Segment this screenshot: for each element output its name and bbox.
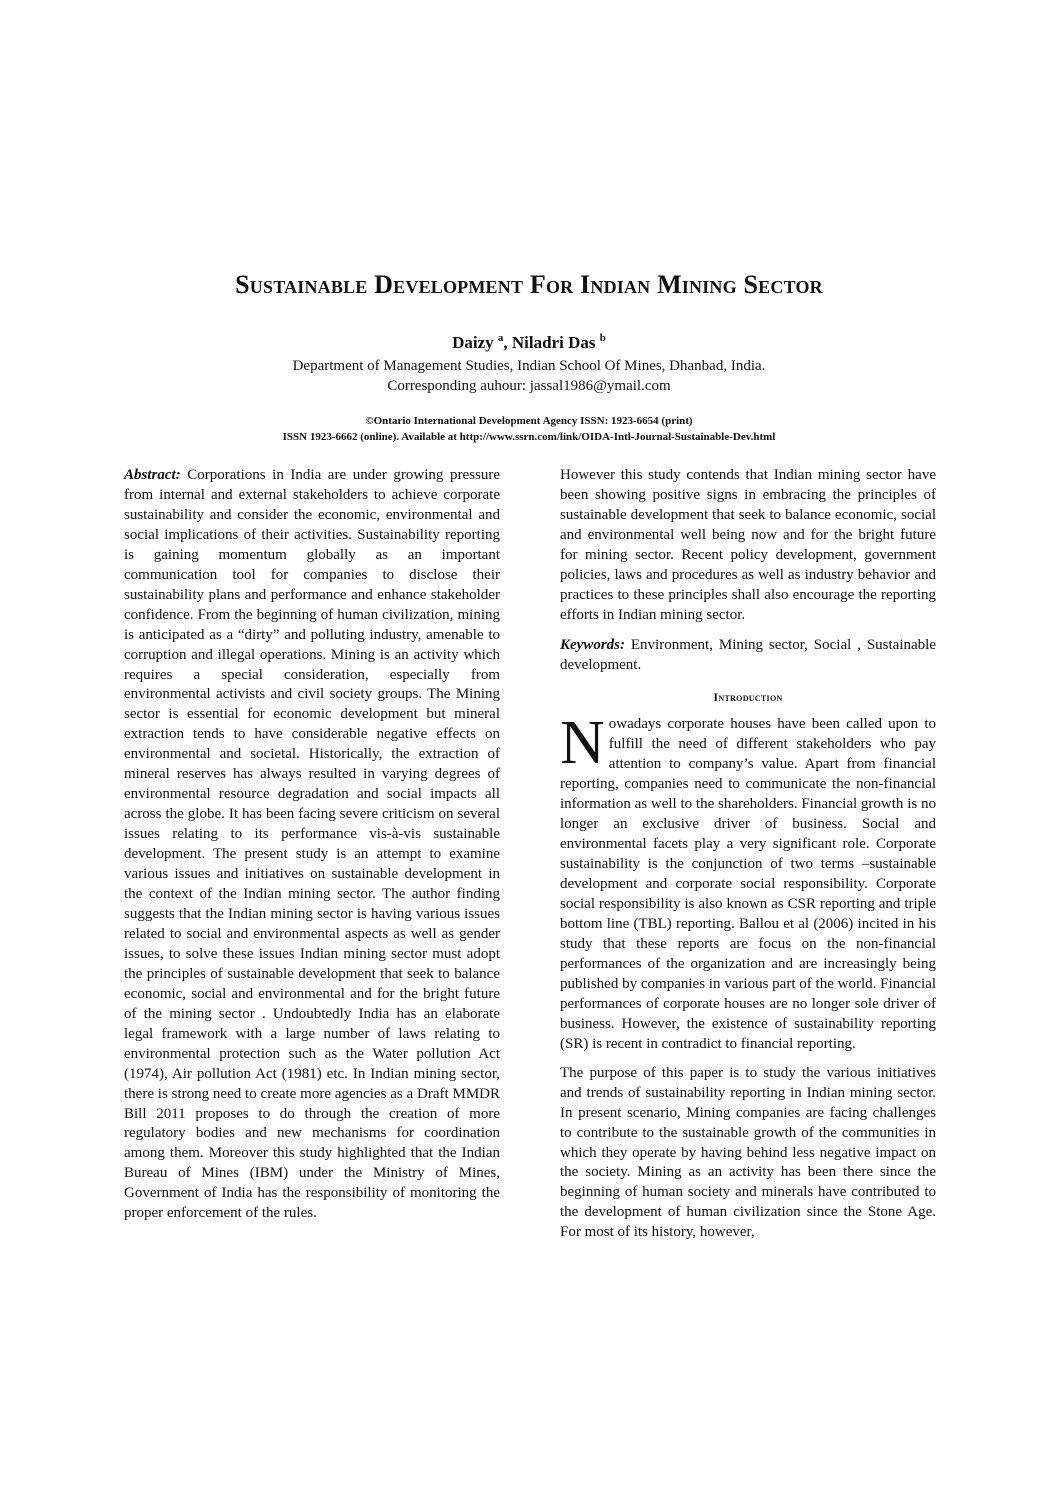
author-name: Niladri Das <box>511 333 596 352</box>
copyright-notice <box>0 413 1058 445</box>
intro-paragraph-text: owadays corporate houses have been called upon to fulfill the need of different stakeholders who pay attention to company’s value. Apart from financial reporting, companies need to communicate the non-financial information as well to the shareholders. Financial growth is no longer an exclusive driver of business. Social and environmental facets play a very significant role. Corporate sustainability is the conjunction of two terms –sustainable development and corporate social responsibility. Corporate social responsibility is also known as CSR reporting and triple bottom line (TBL) reporting. Ballou et al (2006) incited in his study that these reports are focus on the non-financial performances of the organization and are increasingly being published by companies in various part of the world. Financial performances of corporate houses are no longer sole driver of business. However, the existence of sustainability reporting (SR) is recent in contradict to financial reporting. <box>560 716 936 1052</box>
abstract-label: Abstract: <box>124 467 181 483</box>
paper-title: Sustainable Development For Indian Mining Sector <box>235 270 823 299</box>
author-separator: , <box>503 333 512 352</box>
intro-paragraph <box>560 709 936 1054</box>
affiliation: Department of Management Studies, Indian School Of Mines, Dhanbad, India. <box>292 358 766 374</box>
right-column <box>560 466 936 1243</box>
keywords-text: Environment, Mining sector, Social , Sustainable development. <box>560 636 936 673</box>
copyright-line: ©Ontario International Development Agency ISSN: 1923-6654 (print) <box>365 415 693 427</box>
author-affiliation-mark: b <box>599 332 606 344</box>
author-name: Daizy <box>452 333 494 352</box>
drop-cap: N <box>560 709 605 778</box>
keywords-paragraph <box>560 636 936 676</box>
keywords-label: Keywords: <box>560 636 625 653</box>
author-affiliation-mark: a <box>497 332 504 344</box>
abstract-text: Corporations in India are under growing pressure from internal and external stakeholders to achieve corporate sustainability and consider the economic, environmental and social implications of their activities. Sustainability reporting is gaining momentum globally as an important communication tool for companies to disclose their sustainability plans and performance and enhance stakeholder confidence. From the beginning of human civilization, mining is anticipated as a “dirty” and polluting industry, amenable to corruption and illegal operations. Mining is an activity which requires a special consideration, especially from environmental activists and civil society groups. The Mining sector is essential for economic development but mineral extraction tends to have considerable negative effects on environmental and societal. Historically, the extraction of mineral reserves has always resulted in varying degrees of environmental resource degradation and social impacts all across the globe. It has been facing severe criticism on several issues relating to its performance vis-à-vis sustainable development. The present study is an attempt to examine various issues and initiatives on sustainable development in the context of the Indian mining sector. The author finding suggests that the Indian mining sector is having various issues related to social and environmental aspects as well as gender issues, to solve these issues Indian mining sector must adopt the principles of sustainable development that seek to balance economic, social and environmental and for the bright future of the mining sector . Undoubtedly India has an elaborate legal framework with a large number of laws relating to environmental protection such as the Water pollution Act (1974), Air pollution Act (1981) etc. In Indian mining sector, there is strong need to create more agencies as a Draft MMDR Bill 2011 proposes to do through the creation of more regulatory bodies and new mechanisms for coordination among them. Moreover this study highlighted that the Indian Bureau of Mines (IBM) under the Ministry of Mines, Government of India has the responsibility of monitoring the proper enforcement of the rules. <box>124 467 500 1222</box>
affiliation-block <box>0 356 1058 396</box>
author-list <box>0 332 1058 353</box>
left-column <box>124 466 500 1224</box>
abstract-paragraph <box>124 466 500 1224</box>
copyright-line: ISSN 1923-6662 (online). Available at http://www.ssrn.com/link/OIDA-Intl-Journal-Sustainable-Dev.html <box>282 431 776 443</box>
corresponding-author: Corresponding auhour: jassal1986@ymail.com <box>387 378 671 394</box>
section-heading-introduction: Introduction <box>713 689 783 704</box>
abstract-continuation: However this study contends that Indian mining sector have been showing positive signs in embracing the principles of sustainable development that seek to balance economic, social and environmental well being now and for the bright future for mining sector. Recent policy development, government policies, laws and procedures as well as industry behavior and practices to these principles shall also encourage the reporting efforts in Indian mining sector. <box>560 467 936 623</box>
intro-paragraph: The purpose of this paper is to study the various initiatives and trends of sustainability reporting in Indian mining sector. In present scenario, Mining companies are facing challenges to contribute to the sustainable growth of the communities in which they operate by having behind less negative impact on the society. Mining as an activity has been there since the beginning of human society and minerals have contributed to the development of human civilization since the Stone Age. For most of its history, however, <box>560 1064 936 1241</box>
